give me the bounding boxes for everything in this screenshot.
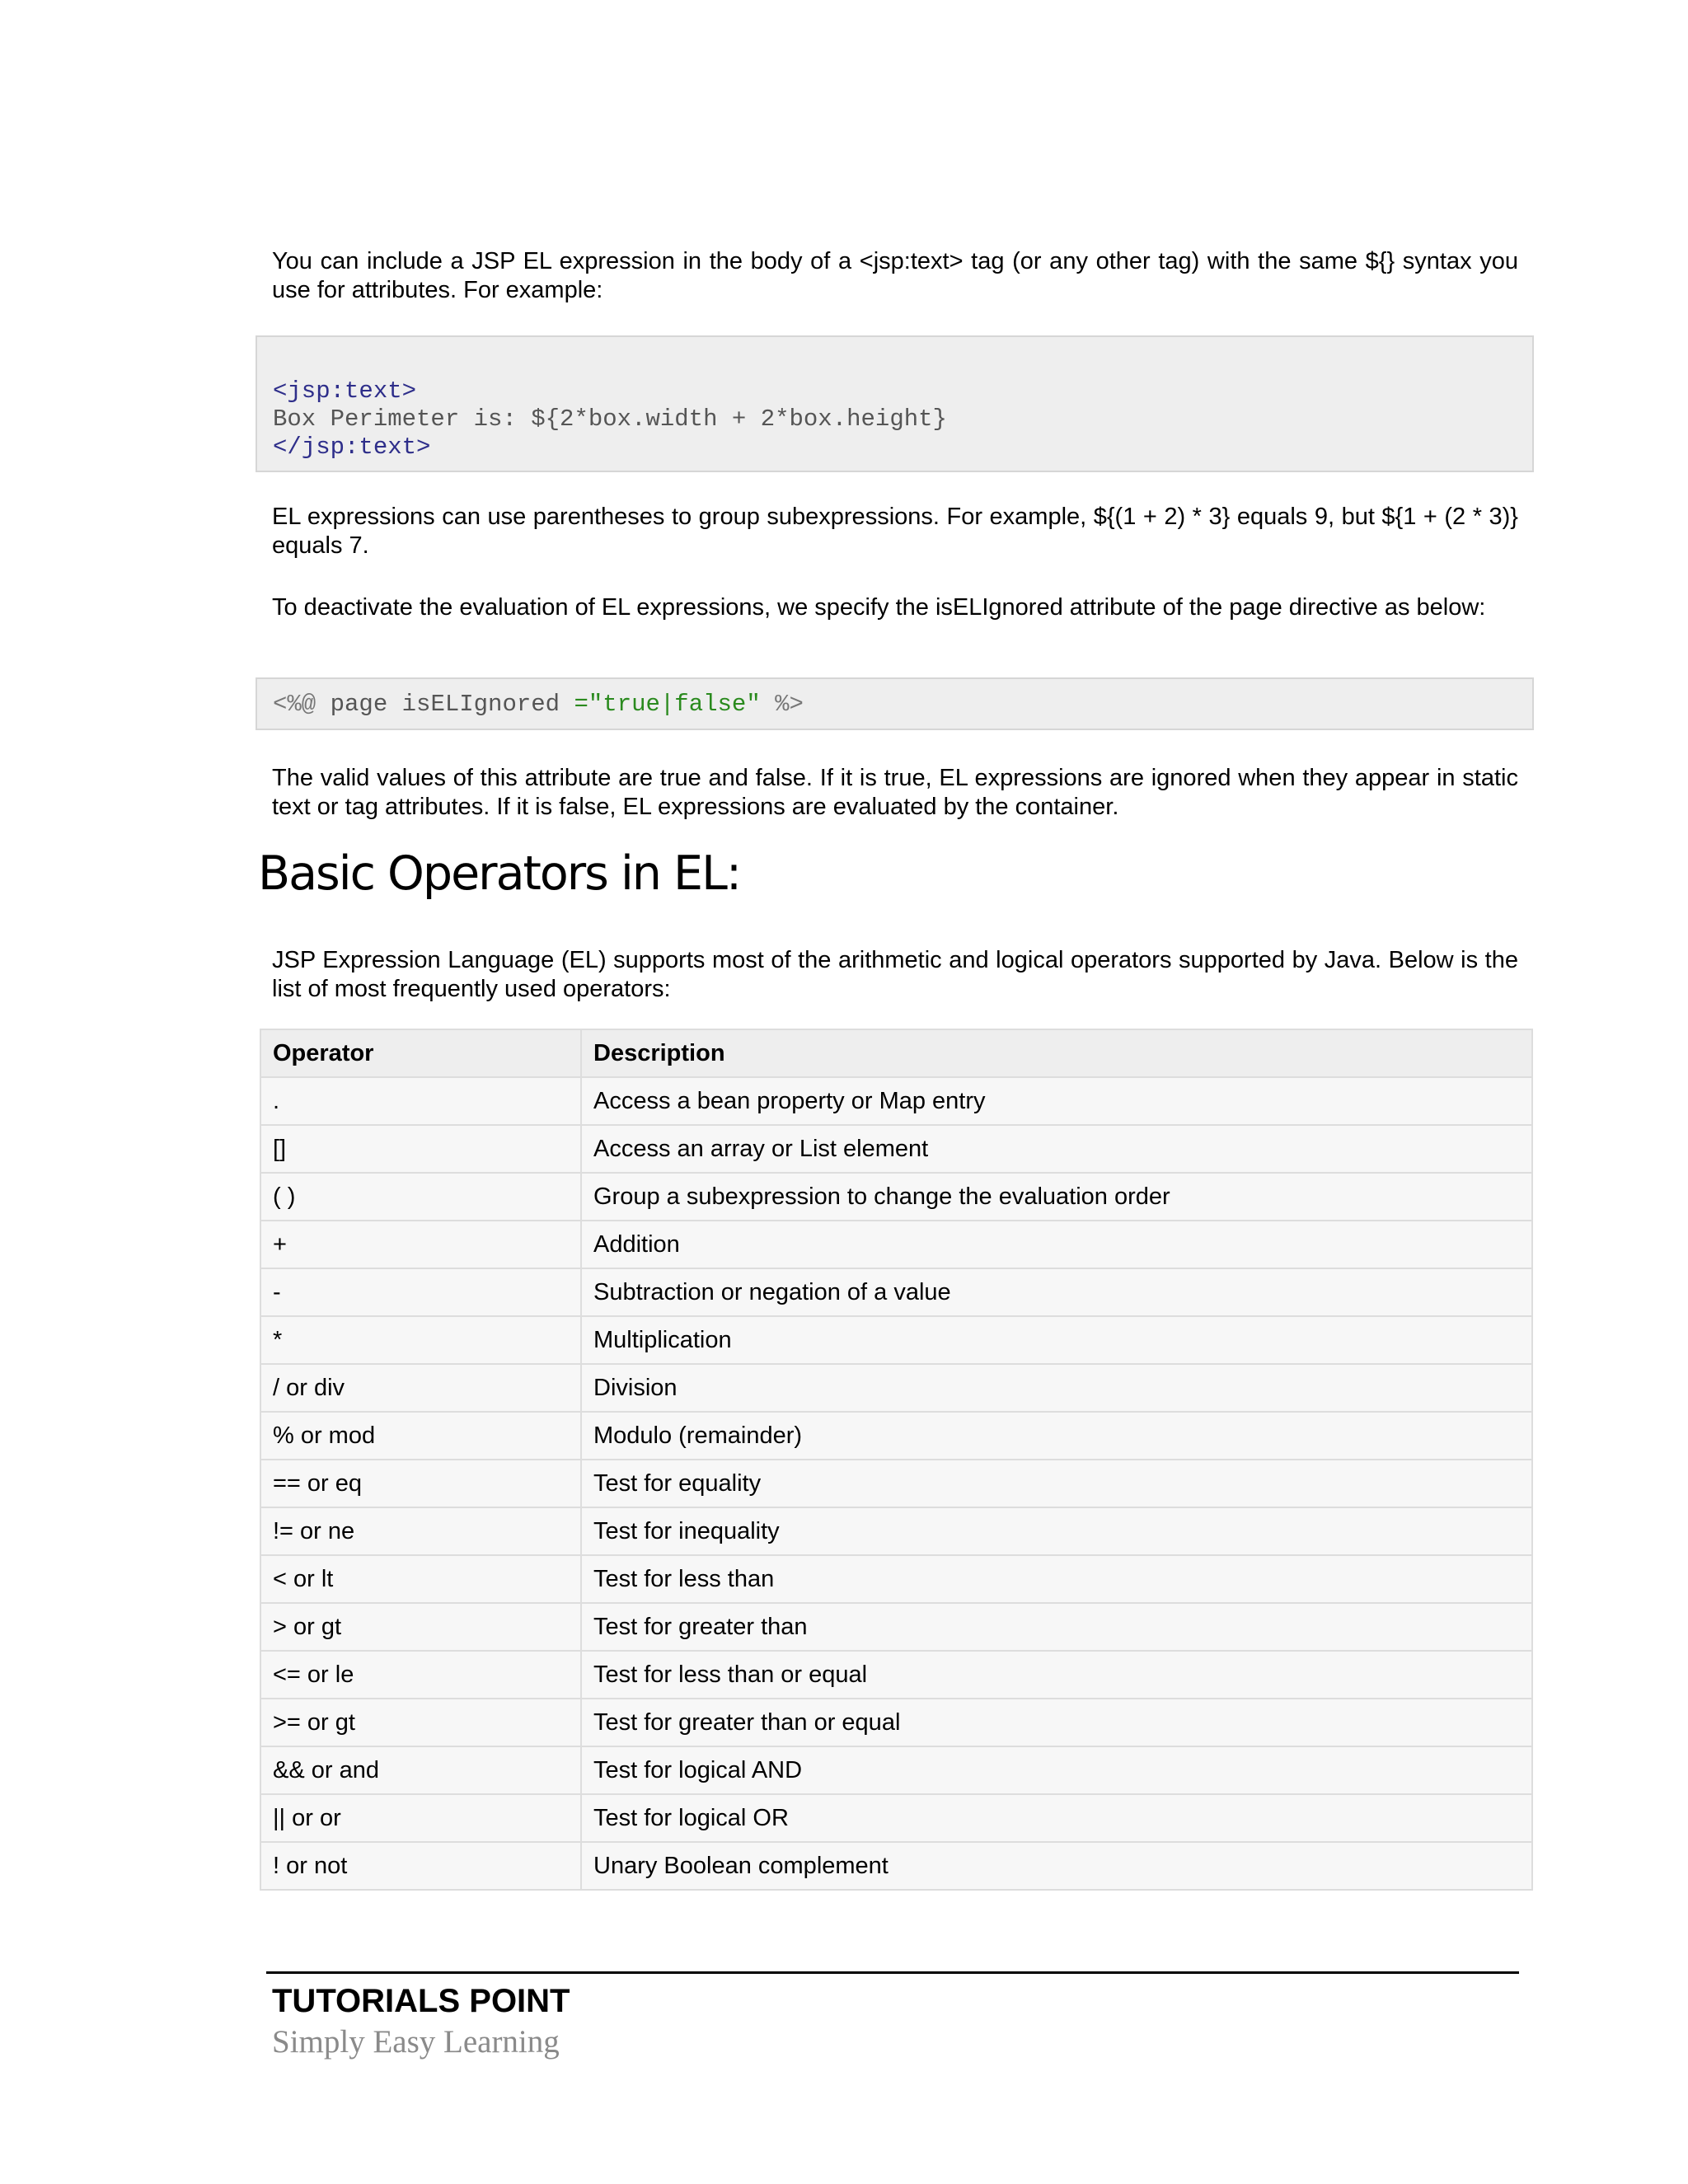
table-row [260,1125,1532,1173]
code-open-tag: <jsp:text> [273,377,417,405]
description-cell: Test for less than or equal [581,1651,1532,1699]
description-cell: Addition [581,1221,1532,1268]
footer-tagline: Simply Easy Learning [272,2024,560,2060]
operator-cell: - [260,1268,581,1316]
operator-cell: * [260,1316,581,1364]
description-cell: Division [581,1364,1532,1412]
footer-brand: TUTORIALS POINT [272,1983,570,2019]
directive-middle: page isELIgnored [316,691,574,718]
table-row [260,1221,1532,1268]
table-row [260,1555,1532,1603]
description-cell: Test for greater than or equal [581,1699,1532,1746]
table-row [260,1699,1532,1746]
description-cell: Group a subexpression to change the evaluation order [581,1173,1532,1221]
description-cell: Access an array or List element [581,1125,1532,1173]
operator-cell: && or and [260,1746,581,1794]
code-block-jsp-text [256,335,1534,472]
operator-cell: != or ne [260,1507,581,1555]
table-row [260,1651,1532,1699]
description-cell: Test for greater than [581,1603,1532,1651]
directive-close: %> [760,691,804,718]
operator-cell: ! or not [260,1842,581,1890]
directive-open: <%@ [273,691,316,718]
table-row [260,1603,1532,1651]
description-cell: Test for logical OR [581,1794,1532,1842]
operator-cell: >= or gt [260,1699,581,1746]
description-cell: Access a bean property or Map entry [581,1077,1532,1125]
header-description: Description [581,1029,1532,1077]
operator-cell: > or gt [260,1603,581,1651]
footer-divider [266,1971,1519,1974]
parentheses-paragraph: EL expressions can use parentheses to group subexpressions. For example, ${(1 + 2) * 3} equals 9, but ${1 + (2 * 3)} equals 7. [272,504,1518,559]
operator-cell: < or lt [260,1555,581,1603]
operator-cell: [] [260,1125,581,1173]
description-cell: Unary Boolean complement [581,1842,1532,1890]
table-row [260,1077,1532,1125]
operator-cell: <= or le [260,1651,581,1699]
operator-cell: ( ) [260,1173,581,1221]
table-row [260,1268,1532,1316]
description-cell: Test for logical AND [581,1746,1532,1794]
code-close-tag: </jsp:text> [273,434,431,461]
table-row [260,1794,1532,1842]
header-operator: Operator [260,1029,581,1077]
description-cell: Multiplication [581,1316,1532,1364]
table-header-row [260,1029,1532,1077]
table-row [260,1173,1532,1221]
description-cell: Subtraction or negation of a value [581,1268,1532,1316]
table-row [260,1746,1532,1794]
operator-cell: / or div [260,1364,581,1412]
table-row [260,1507,1532,1555]
directive-value: ="true|false" [574,691,761,718]
section-title: Basic Operators in EL: [258,846,741,901]
operators-intro-paragraph: JSP Expression Language (EL) supports most of the arithmetic and logical operators supported by Java. Below is the list of most frequently used operators: [272,947,1518,1002]
description-cell: Test for less than [581,1555,1532,1603]
valid-values-paragraph: The valid values of this attribute are true and false. If it is true, EL expressions are ignored when they appear in static text or tag attributes. If it is false, EL expressions are evaluated by the container. [272,765,1518,820]
code-block-directive [256,677,1534,730]
operator-cell: . [260,1077,581,1125]
description-cell: Test for equality [581,1460,1532,1507]
operator-cell: + [260,1221,581,1268]
table-row [260,1842,1532,1890]
operator-cell: % or mod [260,1412,581,1460]
table-row [260,1364,1532,1412]
intro-paragraph: You can include a JSP EL expression in the body of a <jsp:text> tag (or any other tag) with the same ${} syntax you use for attributes. For example: [272,248,1518,303]
operators-table [260,1029,1533,1891]
code-body-line: Box Perimeter is: ${2*box.width + 2*box.height} [273,405,947,433]
deactivate-paragraph: To deactivate the evaluation of EL expressions, we specify the isELIgnored attribute of the page directive as below: [272,594,1486,621]
operator-cell: == or eq [260,1460,581,1507]
operator-cell: || or or [260,1794,581,1842]
description-cell: Test for inequality [581,1507,1532,1555]
description-cell: Modulo (remainder) [581,1412,1532,1460]
table-row [260,1316,1532,1364]
table-row [260,1412,1532,1460]
table-row [260,1460,1532,1507]
